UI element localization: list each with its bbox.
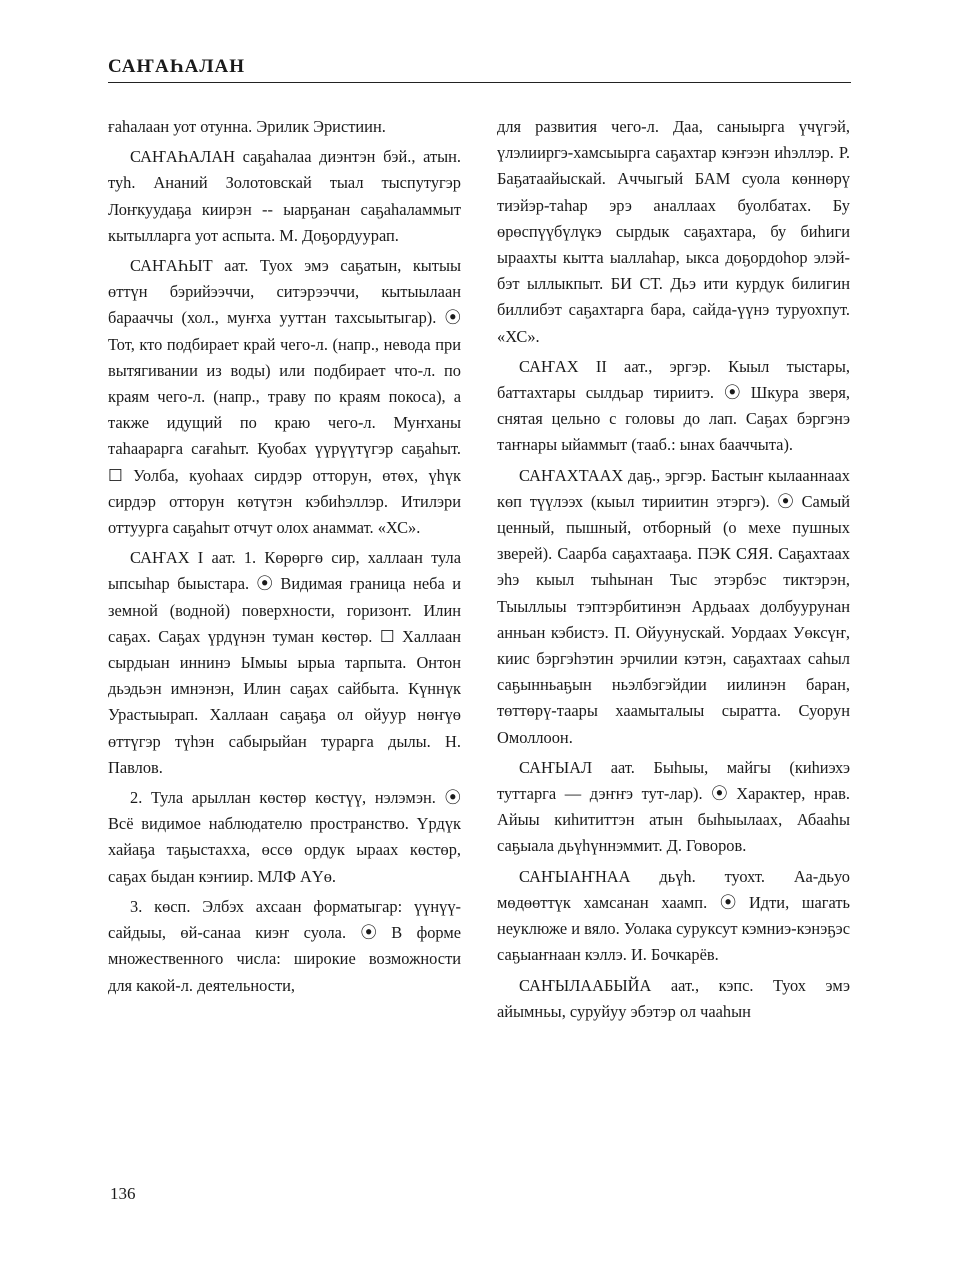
entry-sanyal: САҤЫАЛ аат. Быһыы, майгы (киһиэхэ туттарга — дэҥҥэ тут-лар). ⦿ Характер, нрав. Айыы киһититтэн атын быһыылаах, Абааһы саҕыала дьүһүннэммит. Д. Говоров.: [497, 757, 850, 856]
entry-sanah-1: САҤАХ I аат. 1. Көрөргө сир, халлаан тула ыпсыһар быыстара. ⦿ Видимая граница неба и земной (водной) поверхности, горизонт. Илин саҕах. Саҕах үрдүнэн туман көстөр. ☐ Халлаан сырдыан иннинэ Ымыы ырыа тарпыта. Онтон дьэдьэн имнэнэн, Илин саҕах сайбыта. Күннүк Урастыырап. Халлаан саҕаҕа ол ойуур нөҥүө өттүгэр түһэн сабырыйан турарга дылы. Н. Павлов.: [108, 548, 461, 777]
entry-sanah-2: САҤАХ II аат., эргэр. Кыыл тыстары, баттахтары сылдьар тириитэ. ⦿ Шкура зверя, снятая цельно с головы до лап. Саҕах бэргэнэ таҥнары ыйаммыт (тааб.: ынах бааччыта).: [497, 356, 850, 455]
entry-sanah-1-sense-3: 3. көсп. Элбэх ахсаан форматыгар: үүнүү-сайдыы, өй-санаа киэҥ суола. ⦿ В форме множественного числа: широкие возможности для какой-л. деятельности,: [108, 896, 461, 995]
right-column: [497, 114, 850, 1029]
entry-sanylaabyya: САҤЫЛААБЫЙА аат., кэпс. Туох эмэ айымньы, суруйуу эбэтэр ол чааһын: [497, 975, 850, 1021]
running-title: САҤАҺАЛАН: [108, 56, 246, 77]
entry-sanahyt: САҤАҺЫТ аат. Туох эмэ саҕатын, кытыы өттүн бэрийээччи, ситэрээччи, кытыылаан барааччы (хол., муҥха ууттан тахсыытыгар). ⦿ Тот, кто подбирает край чего-л. (напр., невода при вытягивании из воды) или подбирает что-л. по краям чего-л. (напр., траву по краям покоса), а также идущий по краю чего-л. Муҥханы таһаарарга сағаһыт. Куобах үүрүүтүгэр саҕаһыт. ☐ Уолба, куоһаах сирдэр отторун, өтөх, үһүк сирдэр отторун көтүтэн кэбиһэллэр. Итилэри оттуурга саҕаһыт отчут олох анаммат. «ХС».: [108, 256, 461, 538]
header-rule: [108, 82, 851, 83]
entry-sanyangnaa: САҤЫАҤНАА дьүһ. туохт. Аа-дьуо мөдөөттүк хамсанан хаамп. ⦿ Идти, шагать неуклюже и вяло. Уолака суруксут кэмниэ-кэнэҕэс саҕыаҥнаан кэллэ. И. Бочкарёв.: [497, 866, 850, 965]
page-number: 136: [110, 1184, 136, 1203]
entry-text: ғаһалаан уот отунна. Эрилик Эристиин.: [108, 117, 386, 136]
left-column: [108, 114, 461, 1003]
entry-text: для развития чего-л. Даа, саныырга үчүгэй, үлэлииргэ-хамсыырга саҕахтар кэҥээн иһэллэр. Р. Баҕатаайыскай. Аччыгый БАМ суола көннөрү тиэйэр-таһар эрэ аналлаах буолбатах. Бу өрөспүүбүлүкэ сырдык саҕахтара, бу биһиги ыраахты кытта ыаллаһар, ыкса доҕордоһор элэйбэт ыллыкпыт. БИ СТ. Дьэ ити курдук билигин биллибэт саҕахтарга бара, сайда-үүнэ туруохпут. «ХС».: [497, 117, 850, 346]
entry-sanahalan: САҤАҺАЛАН саҕаһалаа диэнтэн бэй., атын. туһ. Ананий Золотовскай тыал тыспутугэр Лоҥкуудаҕа киирэн -- ыарҕанан саҕаһаламмыт кытылларга уот аспыта. М. Доҕордуурап.: [108, 147, 461, 245]
entry-sanah-1-sense-2: 2. Тула арыллан көстөр көстүү, нэлэмэн. ⦿ Всё видимое наблюдателю пространство. Үрдүк хайаҕа таҕыстахха, өссө ордук ыраах көстөр, саҕах быдан кэҥиир. МЛФ АҮө.: [108, 788, 461, 886]
entry-sanahtaah: САҤАХТААХ даҕ., эргэр. Бастыҥ кылааннаах көп түүлээх (кыыл тириитин этэргэ). ⦿ Самый ценный, пышный, отборный (о мехе пушных зверей). Саарба саҕахтааҕа. ПЭК СЯЯ. Саҕахтаах эһэ кыыл тыһынан Тыс этэрбэс тиктэрэн, Тыыллыы тэптэрбитинэн Ардьаах долбуурунан анньан кэбистэ. П. Ойуунускай. Уордаах Уөксүҥ, киис бэргэһэтин эрчилии кэтэн, саҕахтаах саһыл саҕынньаҕын ньэлбэгэйдии иилинэн баран, төттөрү-таары хаамыталыы сыратта. Суорун Омоллоон.: [497, 465, 850, 747]
